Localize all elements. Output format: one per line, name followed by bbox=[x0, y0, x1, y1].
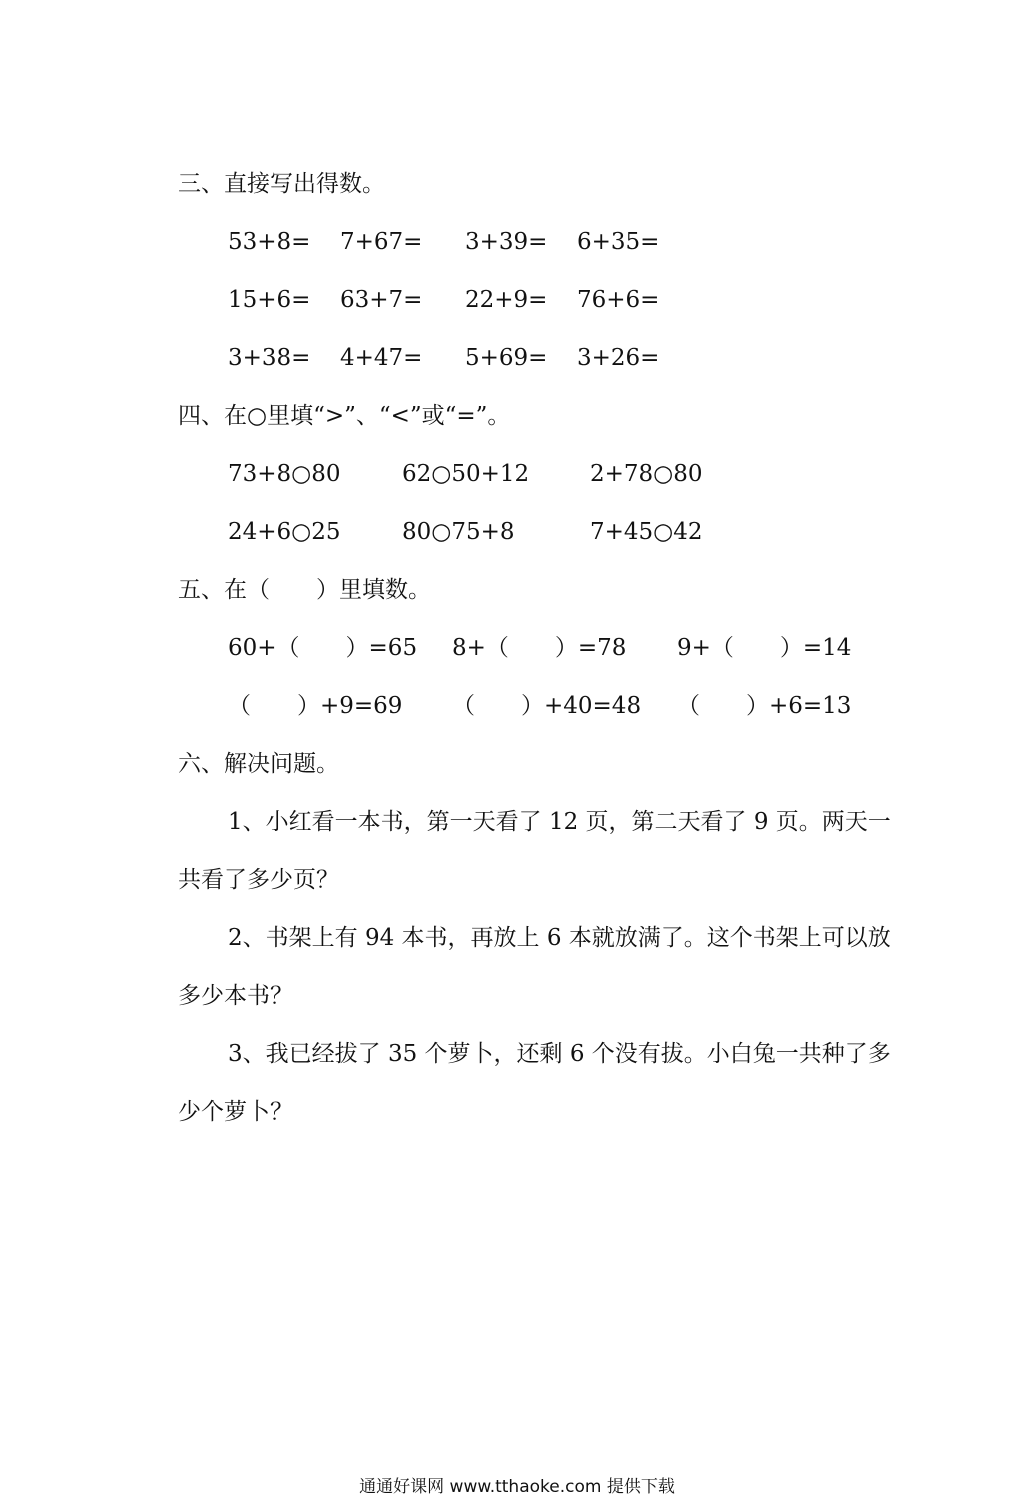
s5-r1-c2: 8+（ ）=78 bbox=[452, 635, 627, 661]
s5-r1-c1: 60+（ ）=65 bbox=[228, 635, 418, 661]
footer-source: 通通好课网 www.tthaoke.com 提供下载 bbox=[359, 1477, 675, 1497]
s3-r2-c3: 22+9= bbox=[465, 287, 548, 313]
s4-r2-c3: 7+45○42 bbox=[590, 519, 703, 545]
s4-r1-c2: 62○50+12 bbox=[402, 461, 530, 487]
section-3-heading: 三、直接写出得数。 bbox=[178, 171, 385, 197]
section-5-heading: 五、在（ ）里填数。 bbox=[178, 577, 431, 603]
problem-2-line-1: 2、书架上有 94 本书，再放上 6 本就放满了。这个书架上可以放 bbox=[228, 925, 891, 951]
s5-r2-c3: （ ）+6=13 bbox=[677, 693, 852, 719]
s5-r2-c1: （ ）+9=69 bbox=[228, 693, 403, 719]
s3-r3-c1: 3+38= bbox=[228, 345, 311, 371]
s3-r2-c1: 15+6= bbox=[228, 287, 311, 313]
s3-r3-c4: 3+26= bbox=[577, 345, 660, 371]
s3-r2-c4: 76+6= bbox=[577, 287, 660, 313]
problem-2-line-2: 多少本书？ bbox=[178, 983, 293, 1009]
problem-3-line-2: 少个萝卜？ bbox=[178, 1099, 293, 1125]
problem-1-line-2: 共看了多少页？ bbox=[178, 867, 339, 893]
s4-r1-c1: 73+8○80 bbox=[228, 461, 341, 487]
section-6-heading: 六、解决问题。 bbox=[178, 751, 339, 777]
s3-r1-c2: 7+67= bbox=[340, 229, 423, 255]
section-4-heading: 四、在○里填“>”、“<”或“=”。 bbox=[178, 403, 511, 429]
problem-3-line-1: 3、我已经拔了 35 个萝卜，还剩 6 个没有拔。小白兔一共种了多 bbox=[228, 1041, 891, 1067]
s3-r3-c3: 5+69= bbox=[465, 345, 548, 371]
problem-1-line-1: 1、小红看一本书，第一天看了 12 页，第二天看了 9 页。两天一 bbox=[228, 809, 891, 835]
s4-r2-c1: 24+6○25 bbox=[228, 519, 341, 545]
s5-r1-c3: 9+（ ）=14 bbox=[677, 635, 852, 661]
s5-r2-c2: （ ）+40=48 bbox=[452, 693, 642, 719]
s3-r1-c4: 6+35= bbox=[577, 229, 660, 255]
s3-r1-c1: 53+8= bbox=[228, 229, 311, 255]
s3-r3-c2: 4+47= bbox=[340, 345, 423, 371]
s4-r2-c2: 80○75+8 bbox=[402, 519, 515, 545]
s3-r1-c3: 3+39= bbox=[465, 229, 548, 255]
s4-r1-c3: 2+78○80 bbox=[590, 461, 703, 487]
s3-r2-c2: 63+7= bbox=[340, 287, 423, 313]
